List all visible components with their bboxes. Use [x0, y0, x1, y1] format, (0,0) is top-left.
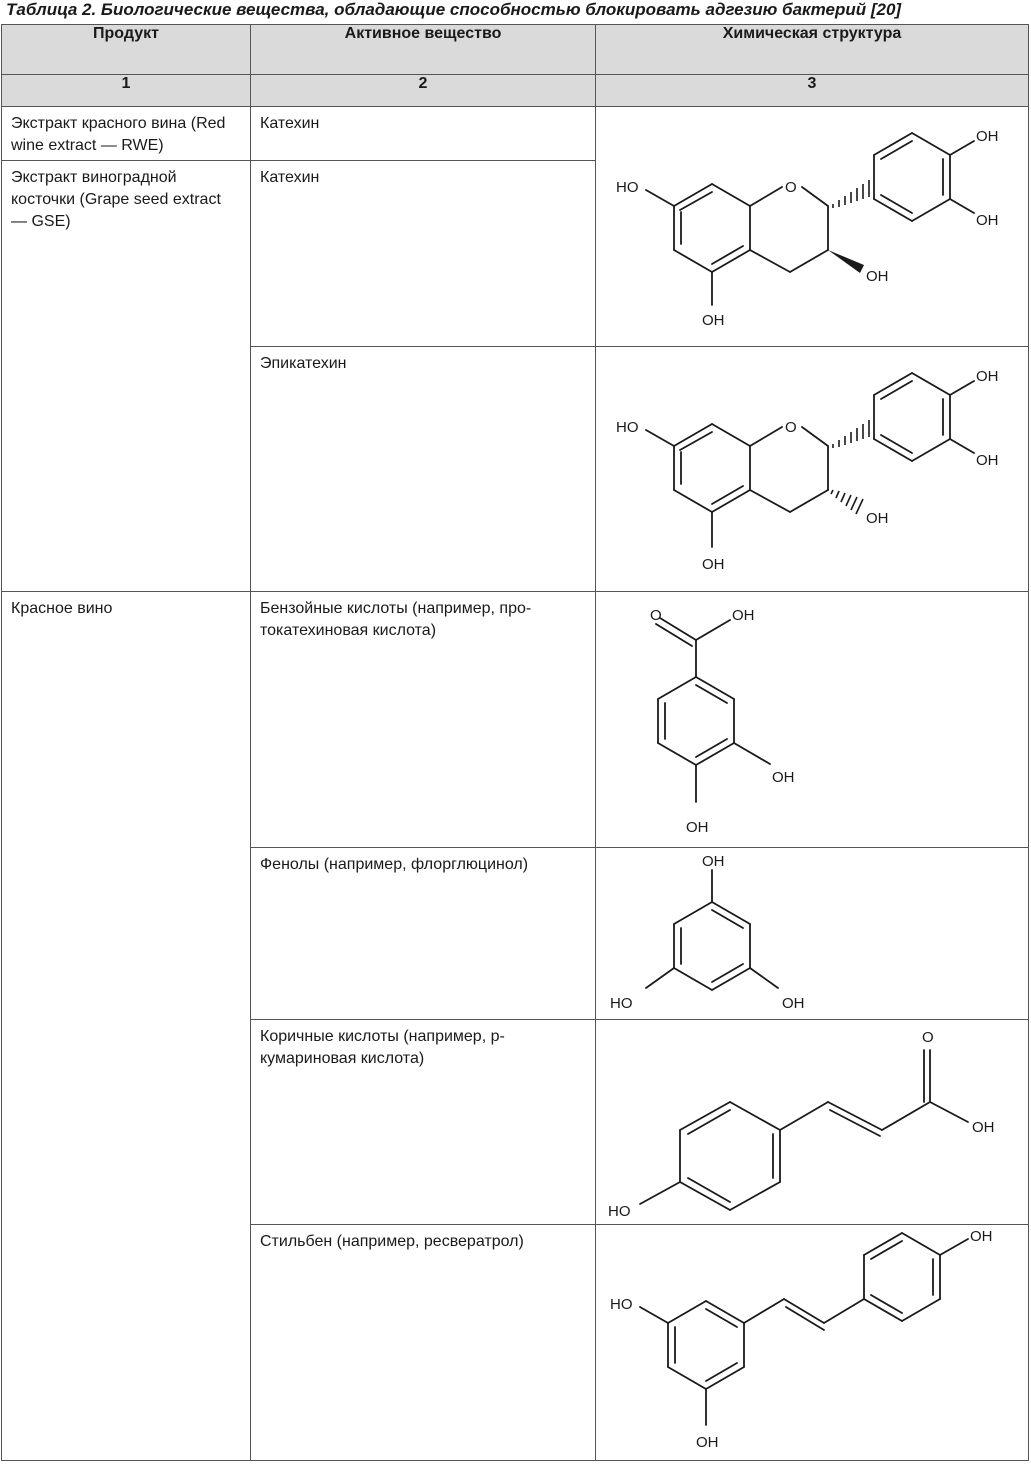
substance-benzoic-acids: Бензойные кислоты (например, про-токатехиновая кислота) — [260, 600, 532, 639]
substance-cell — [251, 1225, 596, 1461]
substance-cinnamic-acids: Коричные кислоты (например, p-кумариновая кислота) — [260, 1028, 505, 1067]
column-number: 3 — [596, 75, 1029, 107]
hydroxyl-label: OH — [702, 853, 725, 870]
structure-cell-cinnamic — [596, 1020, 1029, 1225]
substance-cell — [251, 592, 596, 848]
hydroxyl-label: OH — [976, 452, 999, 469]
protocatechuic-acid-structure — [602, 592, 1022, 842]
column-number-row — [2, 75, 1029, 107]
substance-cell — [251, 107, 596, 161]
hydroxyl-label: OH — [782, 995, 805, 1012]
hydroxyl-label: OH — [976, 368, 999, 385]
product-red-wine: Красное вино — [11, 600, 113, 617]
epicatechin-structure — [602, 347, 1022, 583]
hydroxyl-label: HO — [616, 419, 639, 436]
table-row — [2, 107, 1029, 161]
substance-cell — [251, 1020, 596, 1225]
header-active-substance: Активное вещество — [251, 25, 596, 75]
column-number: 1 — [2, 75, 251, 107]
substance-cell — [251, 347, 596, 592]
hydroxyl-label: HO — [610, 1296, 633, 1313]
product-cell — [2, 161, 251, 592]
product-rwe: Экстракт красного вина (Red wine extract — RWE) — [11, 115, 226, 154]
hydroxyl-label: OH — [772, 769, 795, 786]
catechin-structure — [602, 107, 1022, 339]
header-row — [2, 25, 1029, 75]
substances-table — [1, 24, 1029, 1461]
hydroxyl-label: OH — [972, 1119, 995, 1136]
structure-cell-stilbene — [596, 1225, 1029, 1461]
substance-stilbene: Стильбен (например, ресвератрол) — [260, 1233, 524, 1250]
product-gse: Экстракт виноградной косточки (Grape seed extract — GSE) — [11, 169, 221, 230]
structure-cell-phenols — [596, 848, 1029, 1020]
structure-cell-benzoic — [596, 592, 1029, 848]
substance-catechin-gse: Катехин — [260, 169, 320, 186]
phloroglucinol-structure — [602, 848, 1022, 1014]
hydroxyl-label: HO — [616, 179, 639, 196]
resveratrol-structure — [602, 1225, 1022, 1455]
hydroxyl-label: OH — [976, 212, 999, 229]
carbonyl-oxygen-label: O — [650, 607, 662, 624]
substance-cell — [251, 848, 596, 1020]
substance-phenols: Фенолы (например, флорглюцинол) — [260, 856, 529, 873]
hydroxyl-label: OH — [702, 556, 725, 573]
p-coumaric-acid-structure — [602, 1020, 1022, 1218]
table-caption: Таблица 2. Биологические вещества, обладающие способностью блокировать адгезию бактерий [20] — [6, 0, 902, 19]
substance-cell — [251, 161, 596, 347]
hydroxyl-label: HO — [610, 995, 633, 1012]
hydroxyl-label: OH — [866, 268, 889, 285]
hydroxyl-label: OH — [866, 510, 889, 527]
product-cell — [2, 107, 251, 161]
hydroxyl-label: OH — [732, 607, 755, 624]
product-cell — [2, 592, 251, 1461]
hydroxyl-label: HO — [608, 1203, 631, 1218]
hydroxyl-label: OH — [702, 312, 725, 329]
structure-cell-epicatechin — [596, 347, 1029, 592]
column-number: 2 — [251, 75, 596, 107]
ring-oxygen-label: O — [785, 419, 797, 436]
header-chemical-structure: Химическая структура — [596, 25, 1029, 75]
hydroxyl-label: OH — [970, 1228, 993, 1245]
carbonyl-oxygen-label: O — [922, 1029, 934, 1046]
table-row — [2, 592, 1029, 848]
hydroxyl-label: OH — [976, 128, 999, 145]
structure-cell-catechin — [596, 107, 1029, 347]
substance-catechin-rwe: Катехин — [260, 115, 320, 132]
header-product: Продукт — [2, 25, 251, 75]
hydroxyl-label: OH — [696, 1434, 719, 1451]
substance-epicatechin: Эпикатехин — [260, 355, 347, 372]
hydroxyl-label: OH — [686, 819, 709, 836]
ring-oxygen-label: O — [785, 179, 797, 196]
